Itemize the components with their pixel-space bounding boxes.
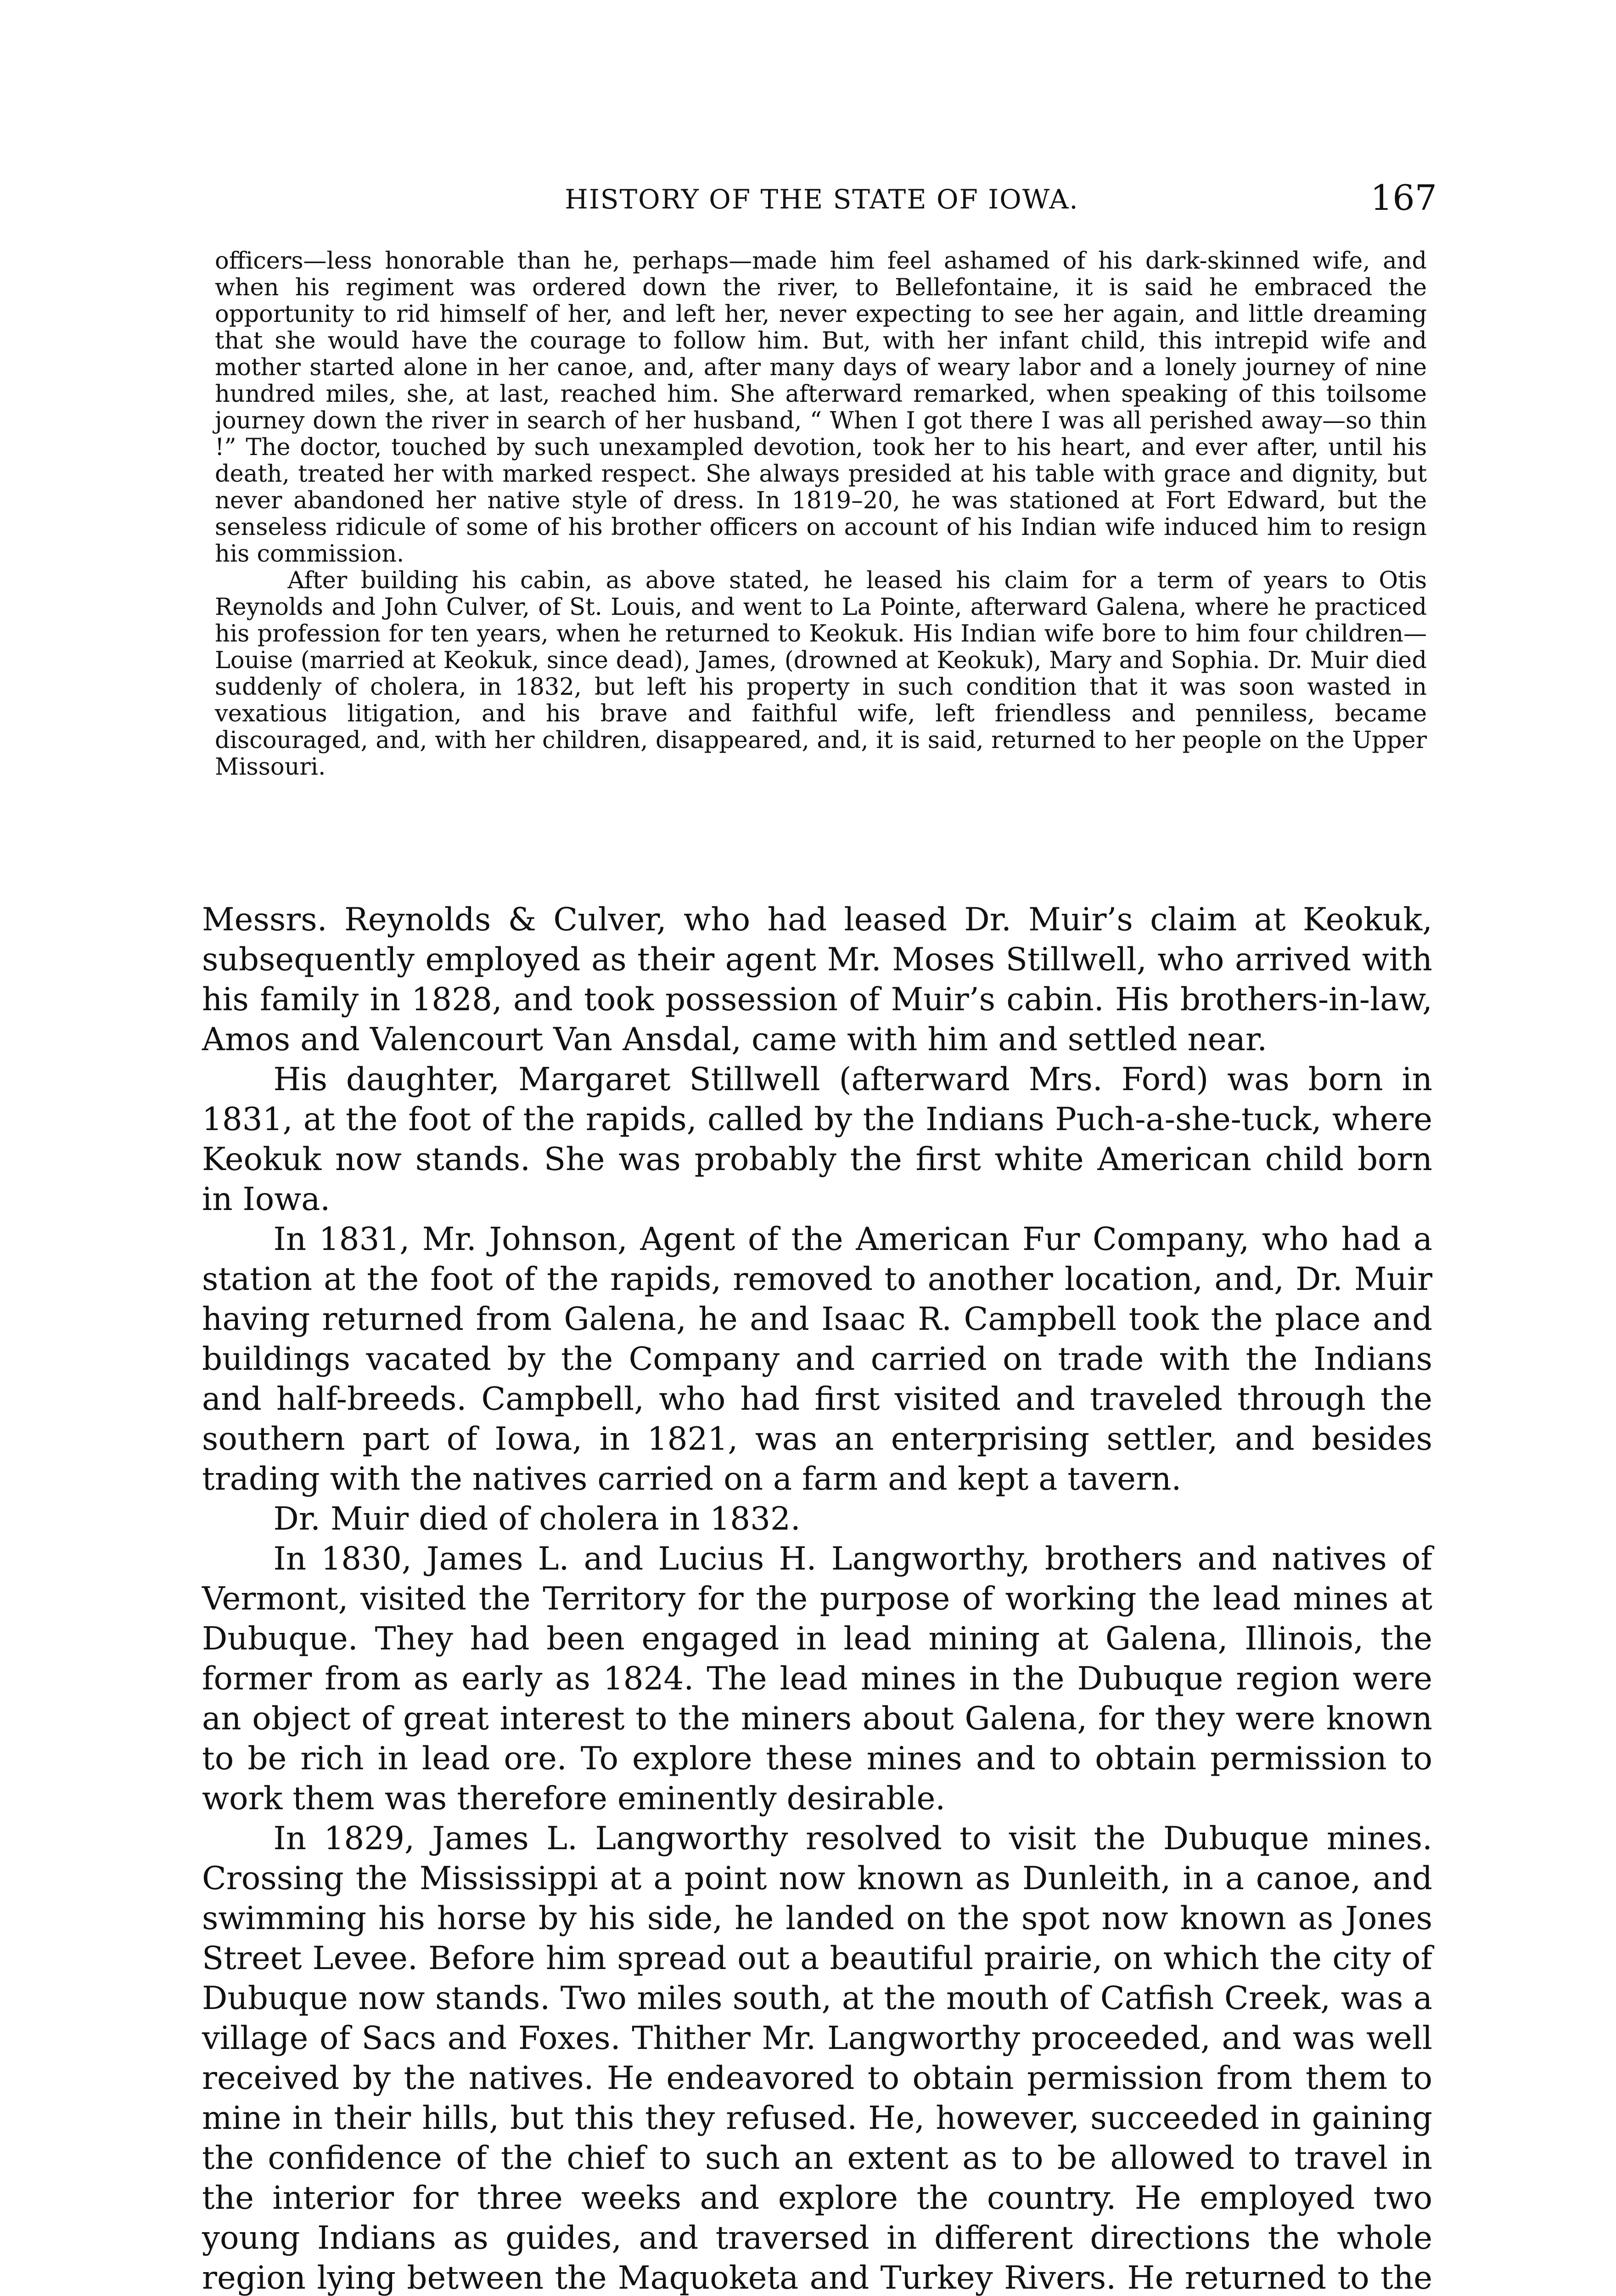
body-paragraph: In 1830, James L. and Lucius H. Langworthy, brothers and natives of Vermont, visited the Territory for the purpose of working the lead mines at Dubuque. They had been engaged in lead mining at Galena, Illinois, the former from as early as 1824. The lead mines in the Dubuque region were an object of great interest to the miners about Galena, for they were known to be rich in lead ore. To explore these mines and to obtain permission to work them was therefore eminently desirable. [202, 1541, 1432, 1817]
page-number: 167 [1370, 177, 1437, 218]
small-paragraph: officers—less honorable than he, perhaps—made him feel ashamed of his dark-skinned wife, and when his regiment was ordered down the river, to Bellefontaine, it is said he embraced the opportunity to rid himself of her, and left her, never expecting to see her again, and little dreaming that she would have the courage to follow him. But, with her infant child, this intrepid wife and mother started alone in her canoe, and, after many days of weary labor and a lonely journey of nine hundred miles, she, at last, reached him. She afterward remarked, when speaking of this toilsome journey down the river in search of her husband, “ When I got there I was all perished away—so thin !” The doctor, touched by such unexampled devotion, took her to his heart, and ever after, until his death, treated her with marked respect. She always presided at his table with grace and dignity, but never abandoned her native style of dress. In 1819–20, he was stationed at Fort Edward, but the senseless ridicule of some of his brother officers on account of his Indian wife induced him to resign his commission. [215, 248, 1427, 568]
small-print-section [215, 248, 1427, 781]
body-paragraph: Dr. Muir died of cholera in 1832. [273, 1501, 801, 1537]
body-paragraph: Messrs. Reynolds & Culver, who had leased Dr. Muir’s claim at Keokuk, subsequently employed as their agent Mr. Moses Stillwell, who arrived with his family in 1828, and took possession of Muir’s cabin. His brothers-in-law, Amos and Valencourt Van Ansdal, came with him and settled near. [202, 901, 1432, 1058]
running-head [207, 177, 1437, 225]
main-text-section [202, 900, 1432, 2296]
body-paragraph: His daughter, Margaret Stillwell (afterward Mrs. Ford) was born in 1831, at the foot of the rapids, called by the Indians Puch-a-she-tuck, where Keokuk now stands. She was probably the first white American child born in Iowa. [202, 1061, 1432, 1218]
body-paragraph: In 1831, Mr. Johnson, Agent of the American Fur Company, who had a station at the foot of the rapids, removed to another location, and, Dr. Muir having returned from Galena, he and Isaac R. Campbell took the place and buildings vacated by the Company and carried on trade with the Indians and half-breeds. Campbell, who had first visited and traveled through the southern part of Iowa, in 1821, was an enterprising settler, and besides trading with the natives carried on a farm and kept a tavern. [202, 1221, 1432, 1497]
running-title: HISTORY OF THE STATE OF IOWA. [565, 184, 1079, 215]
body-paragraph: In 1829, James L. Langworthy resolved to visit the Dubuque mines. Crossing the Mississippi at a point now known as Dunleith, in a canoe, and swimming his horse by his side, he landed on the spot now known as Jones Street Levee. Before him spread out a beautiful prairie, on which the city of Dubuque now stands. Two miles south, at the mouth of Catfish Creek, was a village of Sacs and Foxes. Thither Mr. Langworthy proceeded, and was well received by the natives. He endeavored to obtain permission from them to mine in their hills, but this they refused. He, however, succeeded in gaining the confidence of the chief to such an extent as to be allowed to travel in the interior for three weeks and explore the country. He employed two young Indians as guides, and traversed in different directions the whole region lying between the Maquoketa and Turkey Rivers. He returned to the [202, 1820, 1432, 2296]
small-paragraph: After building his cabin, as above stated, he leased his claim for a term of years to Otis Reynolds and John Culver, of St. Louis, and went to La Pointe, afterward Galena, where he practiced his profession for ten years, when he returned to Keokuk. His Indian wife bore to him four children—Louise (married at Keokuk, since dead), James, (drowned at Keokuk), Mary and Sophia. Dr. Muir died suddenly of cholera, in 1832, but left his property in such condition that it was soon wasted in vexatious litigation, and his brave and faithful wife, left friendless and penniless, became discouraged, and, with her children, disappeared, and, it is said, returned to her people on the Upper Missouri. [215, 567, 1427, 781]
